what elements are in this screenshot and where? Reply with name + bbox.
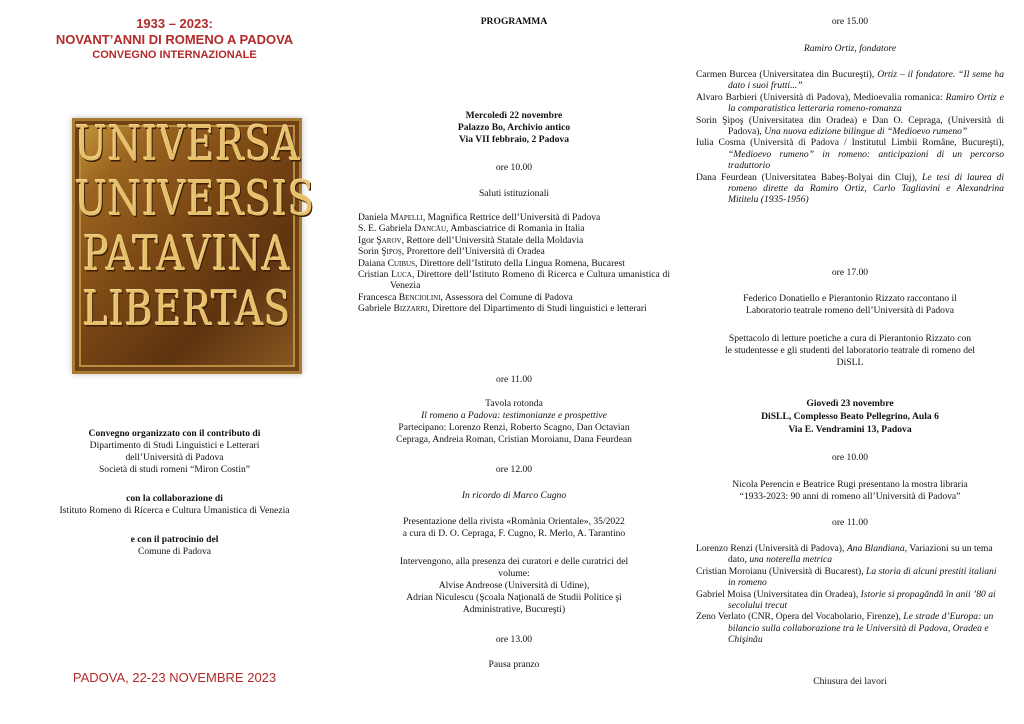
day1-date: Mercoledì 22 novembre — [465, 110, 563, 121]
partecipano-line-2: Cepraga, Andreia Roman, Cristian Moroianu, Dana Feurdean — [396, 434, 632, 445]
talk-item: Cristian Moroianu (Università di Bucarest), La storia di alcuni prestiti italiani in romeno — [696, 565, 997, 589]
day1-venue: Palazzo Bo, Archivio antico — [457, 122, 571, 133]
talk-item: Alvaro Barbieri (Università di Padova), Medioevalia romanica: Ramiro Ortiz e la comparatistica letteraria romeno-romanza — [696, 91, 1004, 115]
time-1100: ore 11.00 — [496, 374, 532, 385]
ricordo-heading: In ricordo di Marco Cugno — [461, 490, 567, 501]
chiusura-lavori: Chiusura dei lavori — [813, 676, 887, 687]
time-1000-day2: ore 10.00 — [831, 452, 869, 463]
greeting-item: Cristian Luca, Direttore dell’Istituto Romeno di Ricerca e Cultura umanistica di Venezia — [358, 269, 670, 292]
program-heading: PROGRAMMA — [480, 16, 548, 27]
time-1200: ore 12.00 — [495, 464, 533, 475]
plaque-line-4: LIBERTAS — [82, 281, 292, 337]
greetings-list — [358, 212, 670, 315]
talks-session-2 — [696, 543, 1004, 646]
saluti-heading: Saluti istituzionali — [478, 188, 550, 199]
plaque-line-1: UNIVERSA — [75, 116, 301, 172]
lab-line-2: Laboratorio teatrale romeno dell’Università di Padova — [745, 305, 955, 316]
greeting-item: Igor Şarov, Rettore dell’Università Statale della Moldavia — [358, 234, 584, 246]
intervengono-line-2: volume: — [498, 568, 530, 579]
day2-address: Via E. Vendramini 13, Padova — [788, 424, 912, 435]
collab-line: Istituto Romeno di Ricerca e Cultura Umanistica di Venezia — [59, 505, 290, 516]
intervengono-line-1: Intervengono, alla presenza dei curatori e delle curatrici del — [399, 556, 629, 567]
greeting-item: Daiana Cuibus, Direttore dell’Istituto della Lingua Romena, Bucarest — [358, 257, 625, 269]
time-1300: ore 13.00 — [495, 634, 533, 645]
organized-line-2: dell’Università di Padova — [125, 452, 224, 463]
footer-date: PADOVA, 22-23 NOVEMBRE 2023 — [72, 670, 277, 685]
partecipano-line-1: Partecipano: Lorenzo Renzi, Roberto Scagno, Dan Octavian — [398, 422, 630, 433]
ortiz-heading: Ramiro Ortiz, fondatore — [803, 43, 897, 54]
presentazione-line-2: a cura di D. O. Cepraga, F. Cugno, R. Merlo, A. Tarantino — [402, 528, 626, 539]
plaque-line-2: UNIVERSIS — [75, 171, 316, 227]
patron-heading: e con il patrocinio del — [130, 534, 219, 545]
talk-item: Gabriel Moisa (Universitatea din Oradea), Istorie si propagăndă în anii ’80 ai secolului trecut — [696, 588, 996, 612]
day1-address: Via VII febbraio, 2 Padova — [458, 134, 570, 145]
mostra-line-1: Nicola Perencin e Beatrice Rugi presentano la mostra libraria — [732, 479, 968, 490]
talk-item: Lorenzo Renzi (Università di Padova), Ana Blandiana, Variazioni su un tema dato, una noterella metrica — [696, 543, 993, 566]
presentazione-line-1: Presentazione della rivista «Romània Orientale», 35/2022 — [403, 516, 625, 527]
speaker-niculescu-line-1: Adrian Niculescu (Şcoala Naţională de Studii Politice şi — [406, 592, 622, 603]
time-1000: ore 10.00 — [495, 162, 533, 173]
time-1700: ore 17.00 — [831, 267, 869, 278]
pausa-pranzo: Pausa pranzo — [488, 659, 540, 670]
greeting-item: Gabriele Bizzarri, Direttore del Dipartimento di Studi linguistici e letterari — [358, 303, 647, 315]
greeting-item: Daniela Mapelli, Magnifica Rettrice dell’Università di Padova — [358, 212, 601, 223]
talk-item: Carmen Burcea (Universitatea din Bucureşti), Ortiz – il fondatore. “Il seme ha dato i suoi frutti...” — [696, 69, 1005, 92]
tavola-heading: Tavola rotonda — [485, 398, 543, 409]
day2-date: Giovedì 23 novembre — [806, 398, 894, 409]
greeting-item: Francesca Benciolini, Assessora del Comune di Padova — [358, 291, 573, 303]
organized-line-3: Società di studi romeni “Miron Costin” — [98, 464, 251, 475]
talk-item: Sorin Şipoş (Universitatea din Oradea) e Dan O. Cepraga, (Università di Padova), Una nuova edizione bilingue di “Medioevo rumeno” — [696, 114, 1004, 138]
collab-heading: con la collaborazione di — [126, 493, 223, 504]
time-1500: ore 15.00 — [831, 16, 869, 27]
greeting-item: Sorin Şipoş, Prorettore dell’Università di Oradea — [358, 246, 545, 258]
talk-item: Dana Feurdean (Universitatea Babeș-Bolyai din Cluj), Le tesi di laurea di romeno dirette da Ramiro Ortiz, Carlo Tagliavini e Alexandrina Mititelu (1935-1956) — [696, 171, 1004, 206]
talk-item: Iulia Cosma (Università di Padova / Institutul Limbii Române, Bucureşti), “Medioevo rumeno” in romeno: anticipazioni di un percorso traduttorio — [696, 137, 1004, 172]
time-1100-day2: ore 11.00 — [832, 517, 868, 528]
mostra-line-2: “1933-2023: 90 anni di romeno all’Università di Padova” — [739, 491, 961, 502]
spettacolo-line-1: Spettacolo di letture poetiche a cura di Pierantonio Rizzato con — [728, 333, 972, 344]
day2-venue: DiSLL, Complesso Beato Pellegrino, Aula 6 — [761, 411, 939, 422]
universa-plaque-image — [72, 116, 316, 374]
patron-line: Comune di Padova — [137, 546, 211, 557]
plaque-line-3: PATAVINA — [83, 226, 291, 282]
organized-line-1: Dipartimento di Studi Linguistici e Letterari — [89, 440, 260, 451]
speaker-andreose: Alvise Andreose (Università di Udine), — [438, 580, 590, 591]
speaker-niculescu-line-2: Administrative, Bucureşti) — [462, 604, 566, 615]
spettacolo-line-2: le studentesse e gli studenti del laboratorio teatrale di romeno del — [725, 345, 975, 356]
lab-line-1: Federico Donatiello e Pierantonio Rizzato raccontano il — [743, 293, 957, 304]
subtitle: CONVEGNO INTERNAZIONALE — [92, 49, 257, 61]
greeting-item: S. E. Gabriela Dancău, Ambasciatrice di Romania in Italia — [358, 223, 585, 235]
tavola-title: Il romeno a Padova: testimonianze e prospettive — [421, 410, 607, 421]
title-main: NOVANT’ANNI DI ROMENO A PADOVA — [55, 32, 294, 47]
organized-heading: Convegno organizzato con il contributo di — [88, 428, 261, 439]
talks-session-1 — [696, 69, 1004, 206]
talk-item: Zeno Verlato (CNR, Opera del Vocabolario, Firenze), Le strade d’Europa: un bilancio sulla collaborazione tra le Università di Padova, Oradea e Chişinău — [696, 611, 994, 646]
title-years: 1933 – 2023: — [136, 16, 213, 31]
spettacolo-line-3: DiSLL — [836, 357, 864, 368]
